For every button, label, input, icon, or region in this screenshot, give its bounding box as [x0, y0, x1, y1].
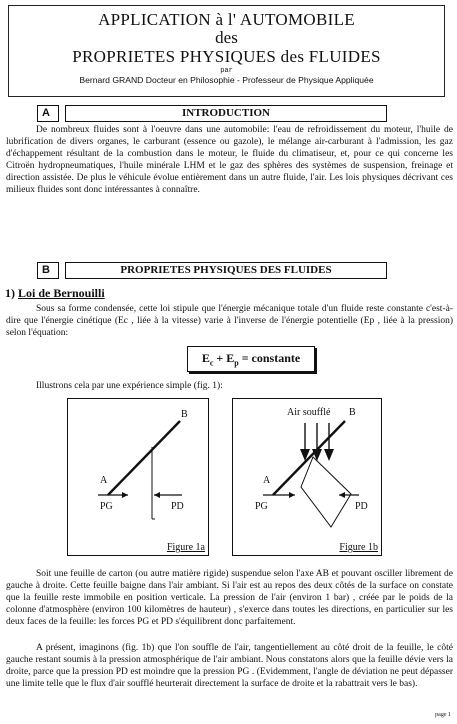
fig1a-label-b: B — [181, 409, 188, 420]
subsection-heading — [5, 286, 105, 300]
fig1b-label-a: A — [263, 475, 271, 486]
author-line: Bernard GRAND Docteur en Philosophie - Professeur de Physique Appliquée — [79, 75, 374, 85]
section-b-letter: B — [37, 262, 59, 279]
figure-1b-caption: Figure 1b — [339, 542, 378, 553]
experiment-intro: Illustrons cela par une expérience simple (fig. 1): — [36, 381, 223, 391]
figure-1a-caption: Figure 1a — [166, 542, 205, 553]
experiment-paragraph-2: A présent, imaginons (fig. 1b) que l'on souffle de l'air, tangentiellement au côté droit de la feuille, le côté gauche restant soumis à la pression atmosphérique de l'air ambiant. Nous constatons alors que la feuille dévie vers la droite, parce que la pression PD est moindre que la pression PG . (Evidemment, l'angle de déviation ne peut dépasser une limite telle que le flux d'air soufflé heurterait directement la surface de droite et la rabattrait vers le bas). — [6, 643, 453, 689]
fig1b-label-b: B — [349, 407, 356, 418]
figure-1b — [232, 398, 382, 556]
section-a-title: INTRODUCTION — [65, 105, 387, 122]
title-box — [8, 5, 445, 97]
subsection-number: 1) — [5, 286, 15, 300]
bernouilli-paragraph: Sous sa forme condensée, cette loi stipule que l'énergie mécanique totale d'un fluide reste constante c'est-à-dire que l'énergie cinétique (Ec , liée à la vitesse) varie à l'inverse de l'énergie potentielle (Ep , liée à la pression) selon l'équation: — [6, 304, 453, 338]
fig1b-label-pg: PG — [255, 501, 268, 512]
section-a-letter: A — [37, 105, 59, 122]
page-number: page 1 — [435, 712, 451, 718]
experiment-paragraph-1: Soit une feuille de carton (ou autre matière rigide) suspendue selon l'axe AB et pouvant osciller librement de gauche à droite. Cette feuille baigne dans l'air ambiant. Si l'air est au repos des deux côtés de la surface on constate que la feuille reste immobile en position verticale. La pression de l'air (environ 1 bar) , créée par le poids de la colonne d'atmosphère (environ 100 kilomètres de hauteur) , s'exerce dans toutes les directions, en particulier sur les deux faces de la feuille: les forces PG et PD s'équilibrent donc parfaitement. — [6, 569, 453, 627]
title-line-3: PROPRIETES PHYSIQUES des FLUIDES — [72, 47, 381, 66]
fig1a-label-pg: PG — [100, 501, 113, 512]
fig1a-label-a: A — [100, 475, 108, 486]
fig1a-label-pd: PD — [171, 501, 184, 512]
title-par: par — [220, 67, 233, 75]
title-line-1: APPLICATION à l' AUTOMOBILE — [98, 10, 355, 29]
figure-1a-drawing — [68, 399, 210, 557]
subsection-title: Loi de Bernouilli — [18, 286, 105, 300]
figure-1a — [67, 398, 209, 556]
intro-paragraph: De nombreux fluides sont à l'oeuvre dans une automobile: l'eau de refroidissement du moteur, l'huile de lubrification de divers organes, le carburant (essence ou gazole), le mélange air-carburant à l'admission, les gaz d'échappement résultant de la combustion dans le moteur, le fluide du climatiseur, et, pour ce qui concerne les Citroën hydropneumatiques, l'huile minérale LHM et le gaz des sphères des systèmes de suspension, freinage et direction assistée. De plus le véhicule évolue entièrement dans un autre fluide, l'air. Les lois physiques décrivant ces milieux fluides sont donc intéressantes à connaître. — [6, 125, 453, 195]
fig1b-label-pd: PD — [355, 501, 368, 512]
section-b-title: PROPRIETES PHYSIQUES DES FLUIDES — [65, 262, 387, 279]
fig1b-label-air: Air soufflé — [287, 407, 331, 418]
bernouilli-formula: $E_c + E_p$ = constante — [187, 346, 315, 372]
title-line-2: des — [215, 28, 238, 47]
figure-1b-drawing — [233, 399, 383, 557]
